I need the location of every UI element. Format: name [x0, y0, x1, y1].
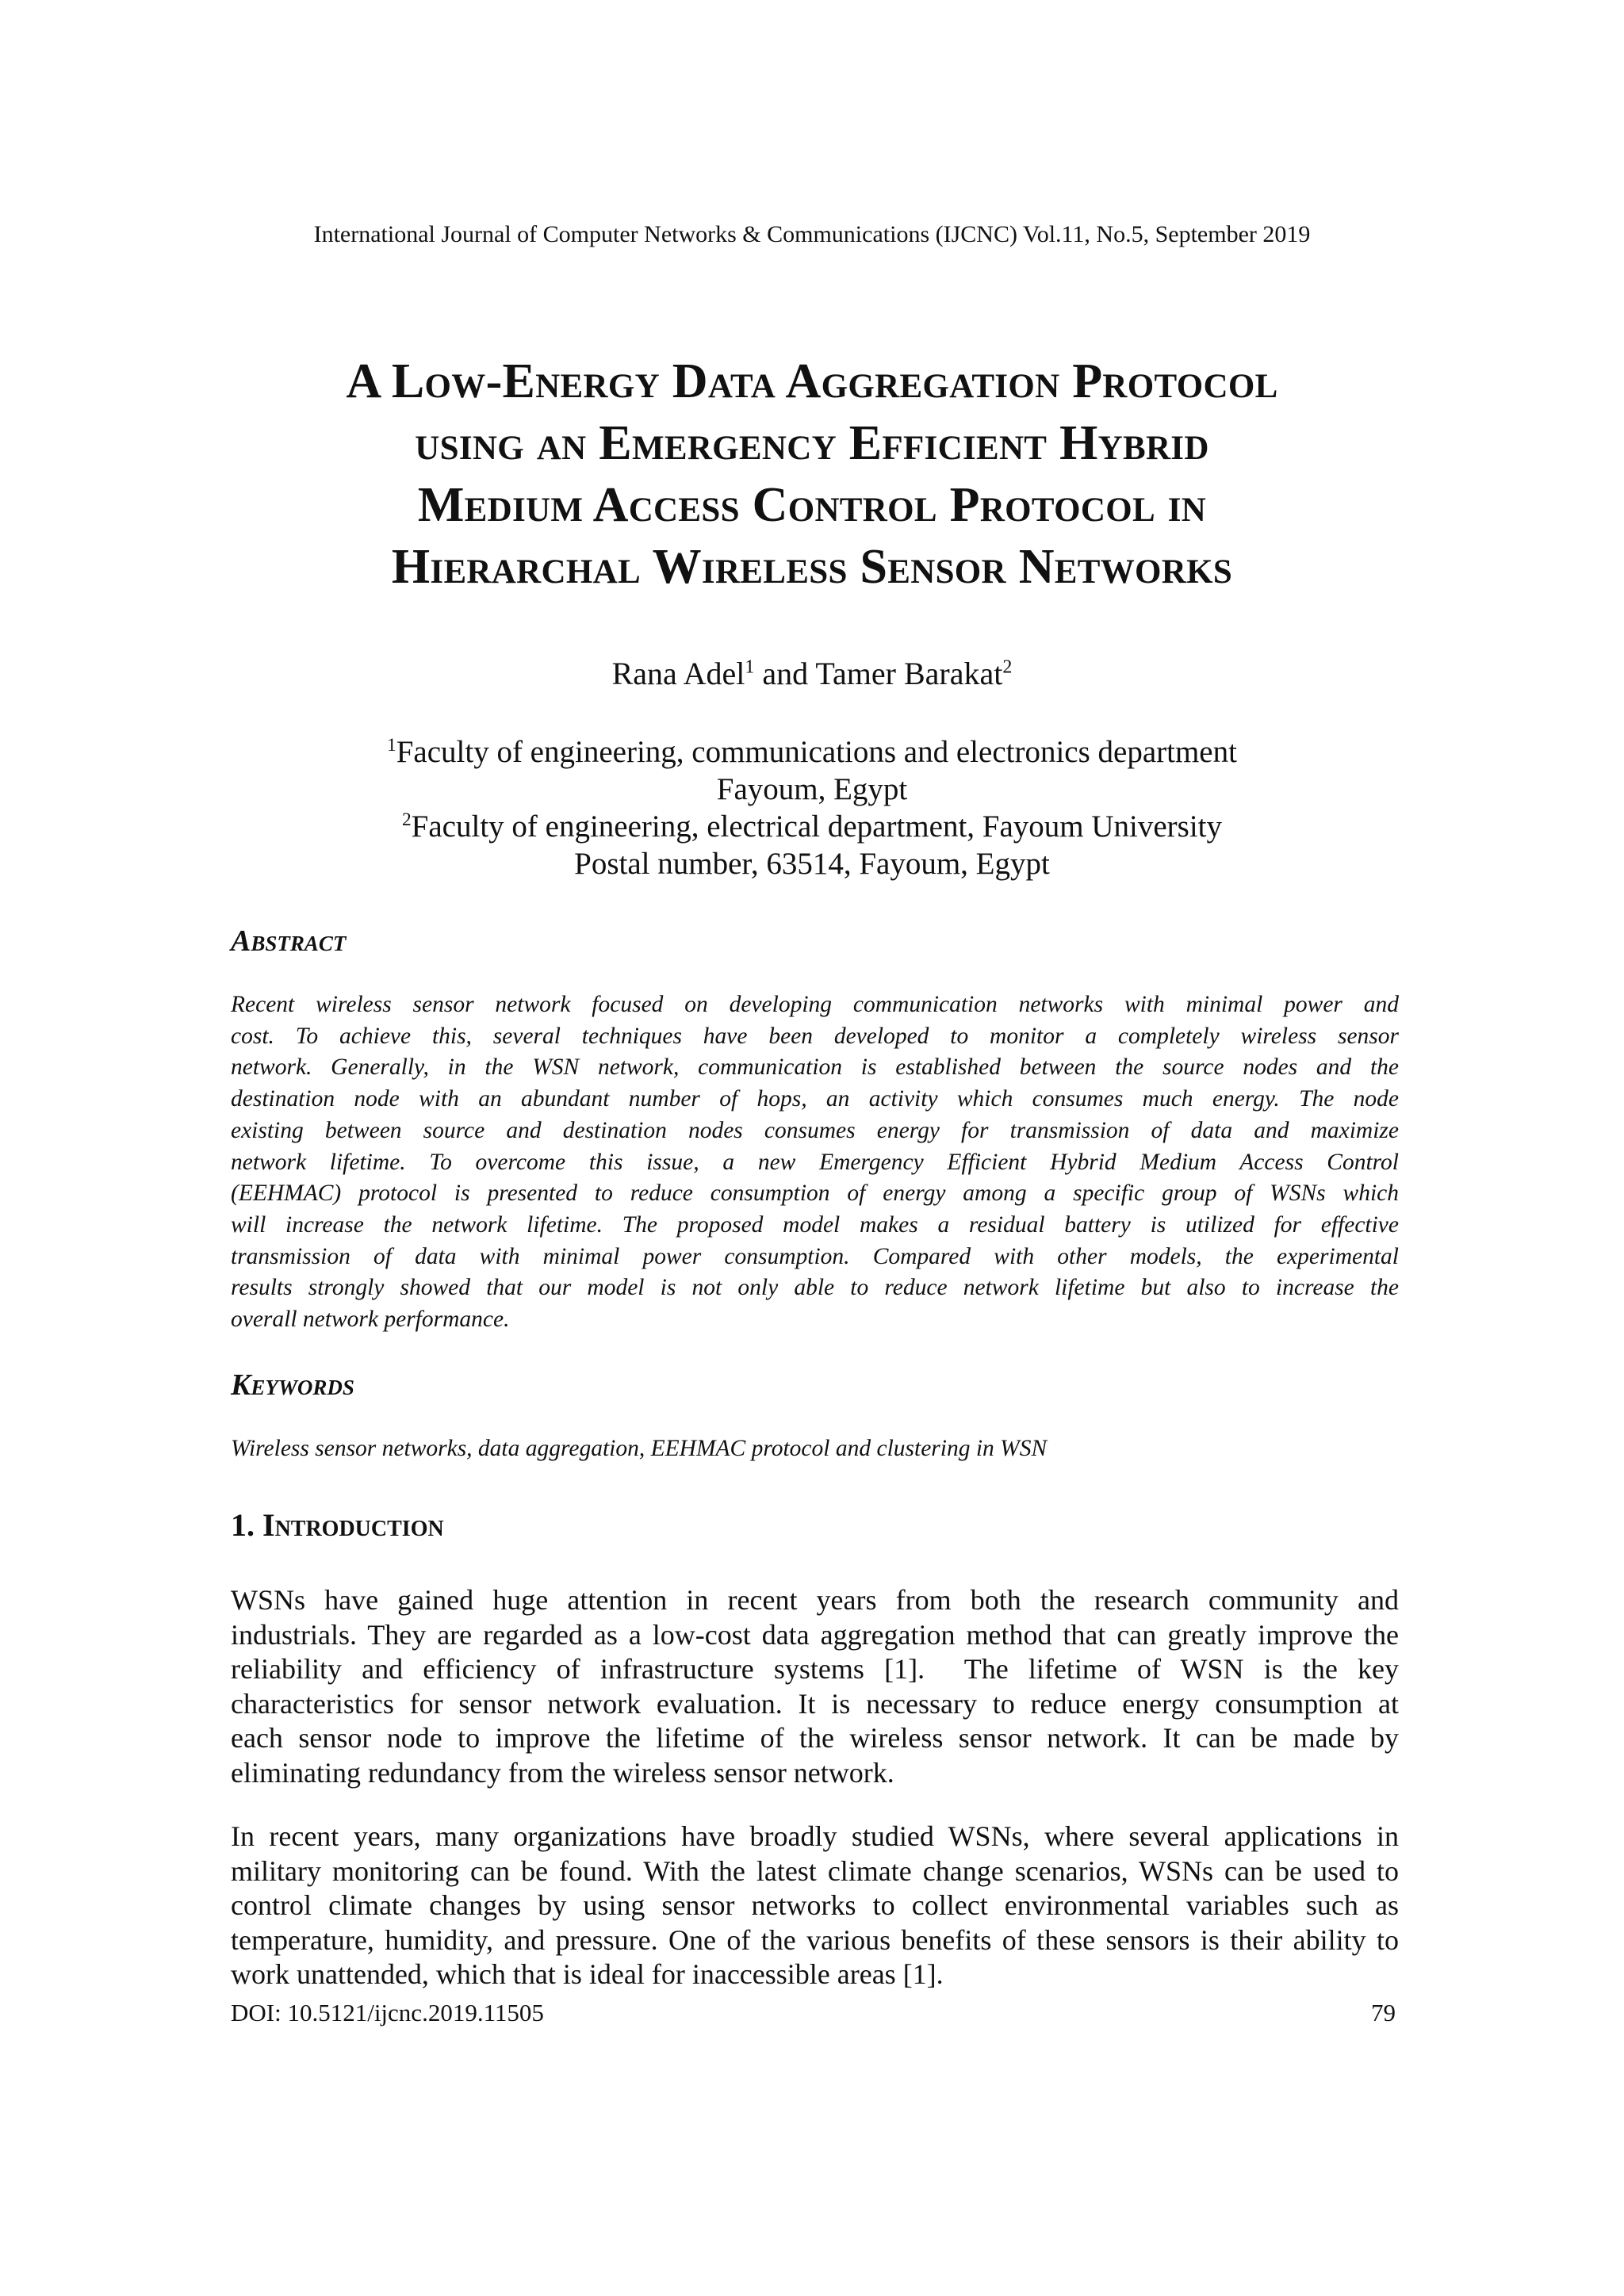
introduction-heading: 1. Introduction: [231, 1507, 444, 1543]
author-superscript: 2: [1002, 656, 1013, 678]
keywords-text: Wireless sensor networks, data aggregation, EEHMAC protocol and clustering in WSN: [231, 1436, 1048, 1461]
title-line: A Low-Energy Data Aggregation Protocol: [346, 354, 1278, 408]
paragraph-line: characteristics for sensor network evaluation. It is necessary to reduce energy consumption at: [231, 1687, 1399, 1720]
abstract-heading: Abstract: [231, 924, 347, 958]
author-name: Rana Adel: [611, 656, 745, 691]
title-line: Hierarchal Wireless Sensor Networks: [391, 540, 1233, 594]
affiliation-superscript: 2: [401, 809, 412, 830]
paragraph-line: reliability and efficiency of infrastructure systems [1]. The lifetime of WSN is the key: [231, 1653, 1399, 1685]
affiliation-line: [0, 808, 1624, 845]
author-superscript: 1: [745, 656, 755, 678]
affiliation-line: Fayoum, Egypt: [716, 772, 908, 806]
author-name: Tamer Barakat: [815, 656, 1003, 691]
abstract-line: overall network performance.: [231, 1307, 510, 1333]
paragraph-line: temperature, humidity, and pressure. One of the various benefits of these sensors is their ability to: [231, 1923, 1399, 1956]
abstract-line: transmission of data with minimal power consumption. Compared with other models, the experimental: [231, 1243, 1399, 1269]
abstract-line: (EEHMAC) protocol is presented to reduce consumption of energy among a specific group of WSNs which: [231, 1181, 1399, 1207]
title-line: using an Emergency Efficient Hybrid: [415, 416, 1209, 470]
intro-paragraph-1: [231, 1583, 1399, 1790]
abstract-line: network lifetime. To overcome this issue, a new Emergency Efficient Hybrid Medium Access Control: [231, 1149, 1399, 1175]
abstract-body: [231, 989, 1399, 1336]
affiliation-text: Faculty of engineering, electrical department, Fayoum University: [411, 809, 1223, 844]
paragraph-line: work unattended, which that is ideal for inaccessible areas [1].: [231, 1958, 944, 1990]
author-separator: and: [754, 656, 816, 691]
abstract-line: Recent wireless sensor network focused on developing communication networks with minimal power and: [231, 992, 1399, 1017]
affiliation-line: Postal number, 63514, Fayoum, Egypt: [574, 847, 1050, 881]
abstract-line: cost. To achieve this, several techniques have been developed to monitor a completely wireless sensor: [231, 1023, 1399, 1049]
title-line: Medium Access Control Protocol in: [417, 478, 1207, 532]
abstract-line: results strongly showed that our model is not only able to reduce network lifetime but also to increase the: [231, 1275, 1399, 1301]
paragraph-line: each sensor node to improve the lifetime of the wireless sensor network. It can be made by: [231, 1722, 1399, 1754]
abstract-line: will increase the network lifetime. The proposed model makes a residual battery is utilized for effective: [231, 1211, 1399, 1238]
intro-paragraph-2: [231, 1820, 1399, 1992]
affiliation-text: Faculty of engineering, communications and electronics department: [396, 735, 1237, 769]
doi: DOI: 10.5121/ijcnc.2019.11505: [231, 1999, 544, 2026]
abstract-line: existing between source and destination nodes consumes energy for transmission of data and maximize: [231, 1117, 1399, 1143]
paragraph-line: eliminating redundancy from the wireless sensor network.: [231, 1756, 894, 1789]
paragraph-line: In recent years, many organizations have broadly studied WSNs, where several applications in: [231, 1820, 1399, 1852]
running-header: International Journal of Computer Networks & Communications (IJCNC) Vol.11, No.5, September 2019: [313, 221, 1311, 247]
page-number: 79: [1371, 1999, 1396, 2026]
paper-title: [178, 350, 1446, 598]
affiliation-superscript: 1: [387, 735, 396, 756]
paragraph-line: WSNs have gained huge attention in recent years from both the research community and: [231, 1584, 1399, 1616]
abstract-line: network. Generally, in the WSN network, communication is established between the source nodes and the: [231, 1054, 1399, 1081]
author-list: [0, 655, 1624, 693]
abstract-line: destination node with an abundant number of hops, an activity which consumes much energy. The node: [231, 1086, 1399, 1112]
affiliations: [0, 733, 1624, 882]
affiliation-line: [0, 733, 1624, 771]
keywords-heading: Keywords: [231, 1368, 354, 1402]
paragraph-line: military monitoring can be found. With the latest climate change scenarios, WSNs can be used to: [231, 1854, 1399, 1887]
paragraph-line: industrials. They are regarded as a low-cost data aggregation method that can greatly improve the: [231, 1618, 1399, 1651]
paragraph-line: control climate changes by using sensor networks to collect environmental variables such as: [231, 1889, 1399, 1921]
